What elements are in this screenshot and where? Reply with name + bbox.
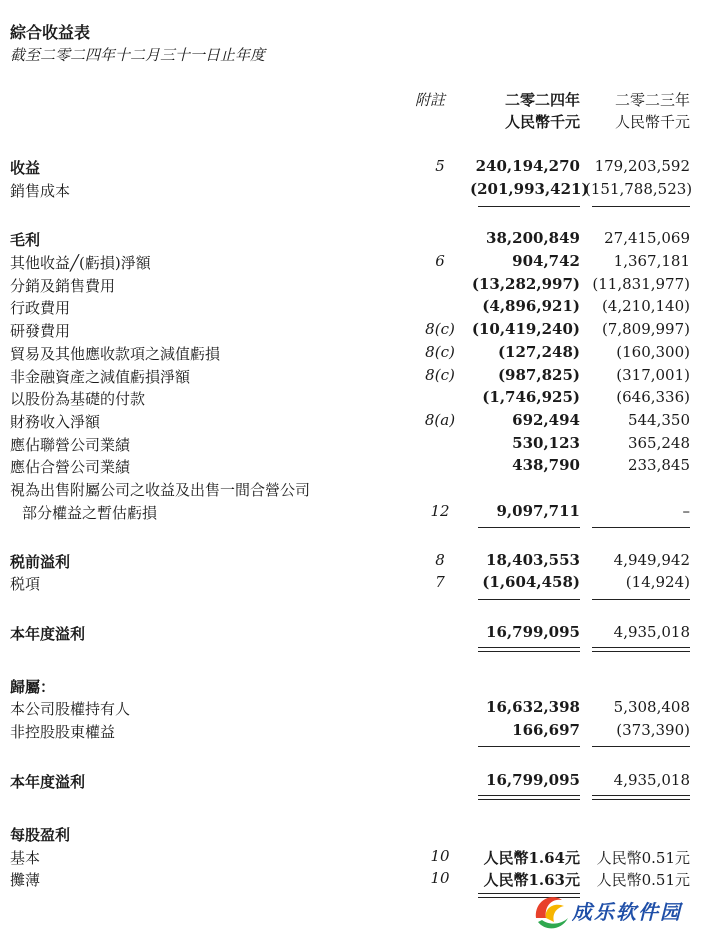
table-row <box>0 252 713 274</box>
row-label: 本年度溢利 <box>10 773 86 791</box>
row-label: 以股份為基礎的付款 <box>10 390 146 408</box>
header-2023-year: 二零二三年 <box>614 91 690 109</box>
table-row <box>0 229 713 251</box>
row-value-2024: 904,742 <box>512 252 580 270</box>
table-row <box>0 456 713 478</box>
row-value-2023: 人民幣0.51元 <box>596 871 690 889</box>
row-label: 分銷及銷售費用 <box>10 277 116 295</box>
row-value-2023: (11,831,977) <box>592 275 690 293</box>
row-value-2023: 1,367,181 <box>613 252 690 270</box>
row-note: 7 <box>435 573 445 591</box>
row-value-2023: 544,350 <box>627 411 690 429</box>
table-row <box>0 502 713 524</box>
row-value-2023: (14,924) <box>625 573 690 591</box>
row-value-2024: 530,123 <box>512 434 580 452</box>
row-value-2023: (7,809,997) <box>601 320 690 338</box>
row-value-2023: 4,935,018 <box>613 771 690 789</box>
row-value-2023: 233,845 <box>627 456 690 474</box>
row-value-2023: (4,210,140) <box>601 297 690 315</box>
table-row <box>0 479 713 501</box>
row-value-2024: 16,799,095 <box>486 623 580 641</box>
row-label: 基本 <box>10 849 41 867</box>
row-note: 12 <box>430 502 450 520</box>
row-value-2023: (151,788,523) <box>585 180 693 198</box>
subtotal-rule <box>478 746 580 747</box>
row-note: 8(a) <box>424 411 456 429</box>
row-label: 應佔聯營公司業績 <box>10 436 131 454</box>
row-label: 貿易及其他應收款項之減值虧損 <box>10 345 221 363</box>
row-value-2024: 166,697 <box>512 721 580 739</box>
row-value-2023: 365,248 <box>627 434 690 452</box>
subtotal-rule <box>478 599 580 600</box>
row-value-2023: 5,308,408 <box>613 698 690 716</box>
row-label: 税前溢利 <box>10 553 71 571</box>
statement-title: 綜合收益表 <box>10 23 91 42</box>
row-value-2023: (646,336) <box>616 388 690 406</box>
table-row <box>0 297 713 319</box>
table-row <box>0 847 713 869</box>
row-value-2024: 240,194,270 <box>475 157 580 175</box>
row-value-2024: 16,632,398 <box>486 698 580 716</box>
row-value-2023: 4,949,942 <box>613 551 690 569</box>
table-row <box>0 434 713 456</box>
table-row <box>0 411 713 433</box>
total-double-rule <box>592 647 690 652</box>
total-double-rule <box>478 795 580 800</box>
row-value-2024: (987,825) <box>497 366 580 384</box>
row-value-2023: 179,203,592 <box>594 157 690 175</box>
total-double-rule <box>478 647 580 652</box>
row-label: 財務收入淨額 <box>10 413 101 431</box>
row-value-2023: – <box>682 502 690 520</box>
header-2023-unit: 人民幣千元 <box>614 113 690 131</box>
subtotal-rule <box>592 527 690 528</box>
header-2024 <box>470 89 580 133</box>
table-row <box>0 771 713 793</box>
row-label: 應佔合營公司業績 <box>10 458 131 476</box>
row-value-2023: 人民幣0.51元 <box>596 849 690 867</box>
table-row <box>0 698 713 720</box>
row-value-2024: 9,097,711 <box>496 502 580 520</box>
row-label: 本公司股權持有人 <box>10 700 131 718</box>
row-label: 每股盈利 <box>10 826 71 844</box>
row-label: 歸屬： <box>10 678 56 696</box>
row-value-2023: 4,935,018 <box>613 623 690 641</box>
table-row <box>0 824 713 846</box>
row-value-2024: (13,282,997) <box>471 275 580 293</box>
row-label: 非金融資產之減值虧損淨額 <box>10 368 191 386</box>
row-label: 研發費用 <box>10 322 71 340</box>
row-value-2024: 人民幣1.64元 <box>483 849 580 867</box>
table-row <box>0 343 713 365</box>
row-label: 非控股股東權益 <box>10 723 116 741</box>
table-row <box>0 275 713 297</box>
subtotal-rule <box>478 206 580 207</box>
header-2024-unit: 人民幣千元 <box>504 113 580 131</box>
watermark-text: 成乐软件园 <box>572 900 682 924</box>
header-note: 附註 <box>414 91 445 109</box>
subtotal-rule <box>592 206 690 207</box>
header-2023 <box>585 89 690 133</box>
row-note: 8(c) <box>425 320 455 338</box>
row-note: 10 <box>430 847 450 865</box>
row-value-2023: (317,001) <box>616 366 690 384</box>
subtotal-rule <box>592 599 690 600</box>
row-value-2023: (160,300) <box>616 343 690 361</box>
logo-swirl-yellow <box>546 905 564 922</box>
table-row <box>0 551 713 573</box>
row-value-2024: 人民幣1.63元 <box>483 871 580 889</box>
row-note: 8 <box>435 551 445 569</box>
table-row <box>0 573 713 595</box>
table-row <box>0 623 713 645</box>
row-value-2024: (1,604,458) <box>482 573 580 591</box>
row-label: 本年度溢利 <box>10 625 86 643</box>
row-value-2024: 18,403,553 <box>486 551 580 569</box>
row-value-2024: 438,790 <box>512 456 580 474</box>
table-row <box>0 721 713 743</box>
row-note: 5 <box>435 157 445 175</box>
row-label: 其他收益╱(虧損)淨額 <box>10 254 151 272</box>
table-row <box>0 157 713 179</box>
row-value-2024: (10,419,240) <box>471 320 580 338</box>
row-value-2024: 692,494 <box>512 411 580 429</box>
row-label: 部分權益之暫估虧損 <box>22 504 158 522</box>
row-value-2024: (127,248) <box>497 343 580 361</box>
table-row <box>0 676 713 698</box>
statement-subtitle: 截至二零二四年十二月三十一日止年度 <box>10 46 266 64</box>
row-value-2023: 27,415,069 <box>604 229 690 247</box>
row-label: 銷售成本 <box>10 182 71 200</box>
row-value-2024: 38,200,849 <box>486 229 580 247</box>
table-row <box>0 180 713 202</box>
row-value-2024: (1,746,925) <box>482 388 580 406</box>
subtotal-rule <box>478 527 580 528</box>
table-row <box>0 320 713 342</box>
row-note: 8(c) <box>425 366 455 384</box>
row-value-2024: (201,993,421) <box>470 180 589 198</box>
row-note: 8(c) <box>425 343 455 361</box>
row-label: 行政費用 <box>10 299 71 317</box>
row-label: 毛利 <box>10 231 41 249</box>
total-double-rule <box>592 795 690 800</box>
row-label: 視為出售附屬公司之收益及出售一間合營公司 <box>10 481 311 499</box>
table-row <box>0 366 713 388</box>
row-label: 收益 <box>10 159 41 177</box>
row-value-2024: 16,799,095 <box>486 771 580 789</box>
row-label: 攤薄 <box>10 871 41 889</box>
row-note: 10 <box>430 869 450 887</box>
subtotal-rule <box>592 746 690 747</box>
table-row <box>0 388 713 410</box>
row-note: 6 <box>435 252 445 270</box>
header-2024-year: 二零二四年 <box>504 91 580 109</box>
row-label: 税項 <box>10 575 41 593</box>
row-value-2023: (373,390) <box>616 721 690 739</box>
row-value-2024: (4,896,921) <box>482 297 580 315</box>
